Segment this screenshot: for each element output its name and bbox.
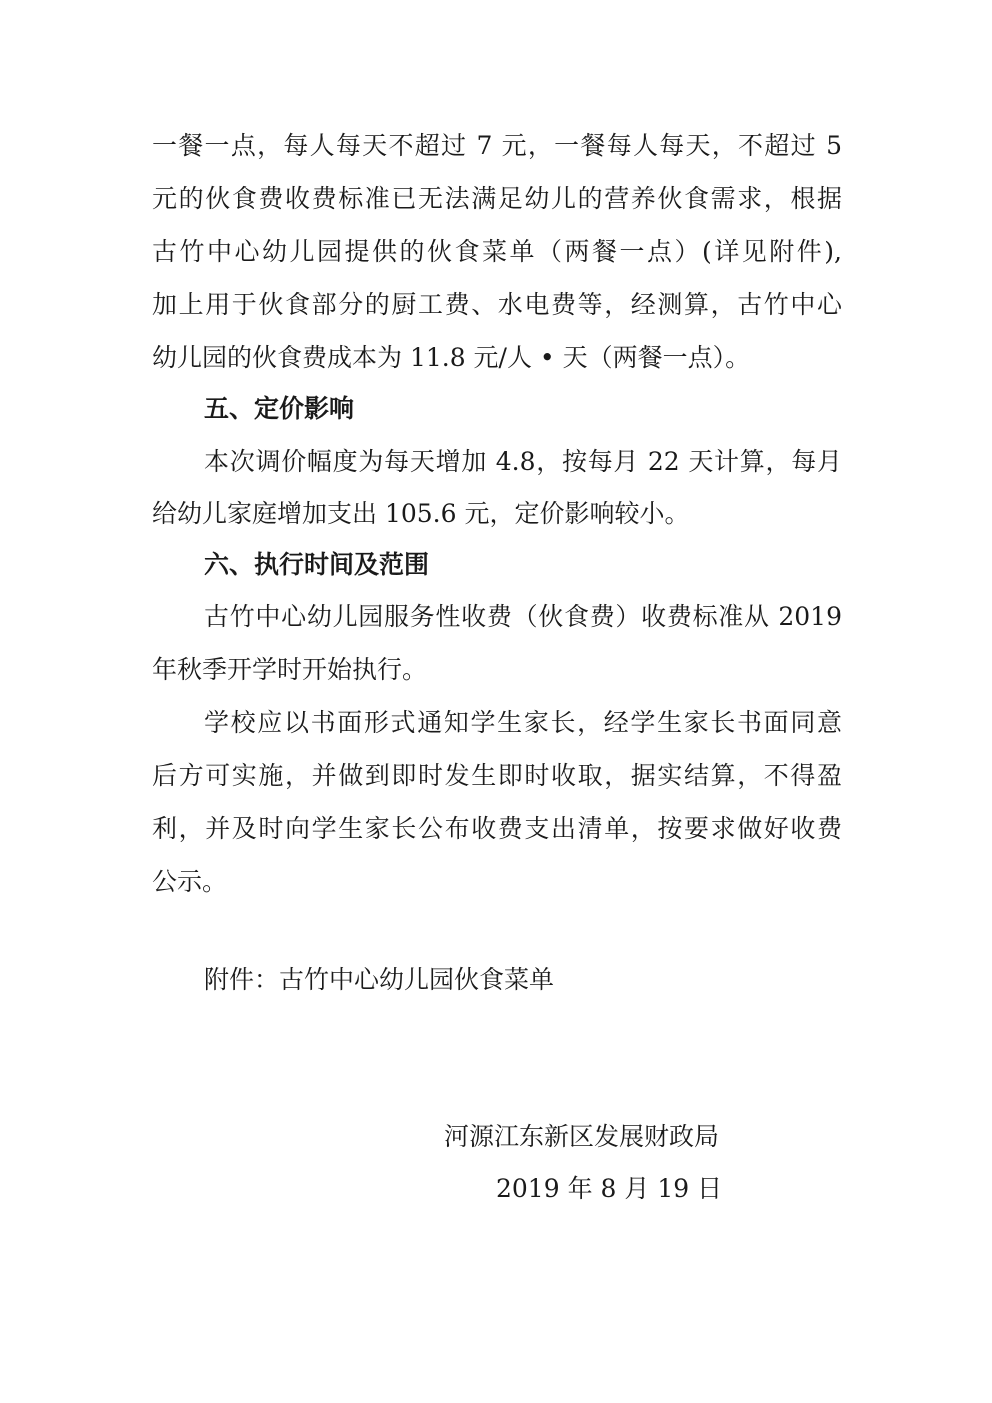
section-6-line: 公示。 <box>152 867 228 896</box>
cost-paragraph-line: 幼儿园的伙食费成本为 11.8 元/人 • 天（两餐一点）。 <box>152 343 751 372</box>
section-6-line: 利，并及时向学生家长公布收费支出清单，按要求做好收费 <box>152 814 842 843</box>
attachment-note: 附件：古竹中心幼儿园伙食菜单 <box>204 965 555 994</box>
section-6-heading: 六、执行时间及范围 <box>204 550 430 579</box>
cost-paragraph-line: 古竹中心幼儿园提供的伙食菜单（两餐一点）(详见附件), <box>152 237 842 266</box>
signature-date: 2019 年 8 月 19 日 <box>496 1174 723 1203</box>
cost-paragraph-line: 元的伙食费收费标准已无法满足幼儿的营养伙食需求，根据 <box>152 184 842 213</box>
cost-paragraph-line: 加上用于伙食部分的厨工费、水电费等，经测算，古竹中心 <box>152 290 842 319</box>
section-6-line: 后方可实施，并做到即时发生即时收取，据实结算，不得盈 <box>152 761 842 790</box>
signature-organization: 河源江东新区发展财政局 <box>444 1122 720 1151</box>
cost-paragraph-line: 一餐一点，每人每天不超过 7 元，一餐每人每天，不超过 5 <box>152 131 842 160</box>
section-5-line: 本次调价幅度为每天增加 4.8，按每月 22 天计算，每月 <box>204 447 842 476</box>
section-5-heading: 五、定价影响 <box>204 394 355 423</box>
section-5-line: 给幼儿家庭增加支出 105.6 元，定价影响较小。 <box>152 499 690 528</box>
section-6-line: 古竹中心幼儿园服务性收费（伙食费）收费标准从 2019 <box>204 602 842 631</box>
section-6-line: 年秋季开学时开始执行。 <box>152 655 428 684</box>
section-6-line: 学校应以书面形式通知学生家长，经学生家长书面同意 <box>204 708 842 737</box>
